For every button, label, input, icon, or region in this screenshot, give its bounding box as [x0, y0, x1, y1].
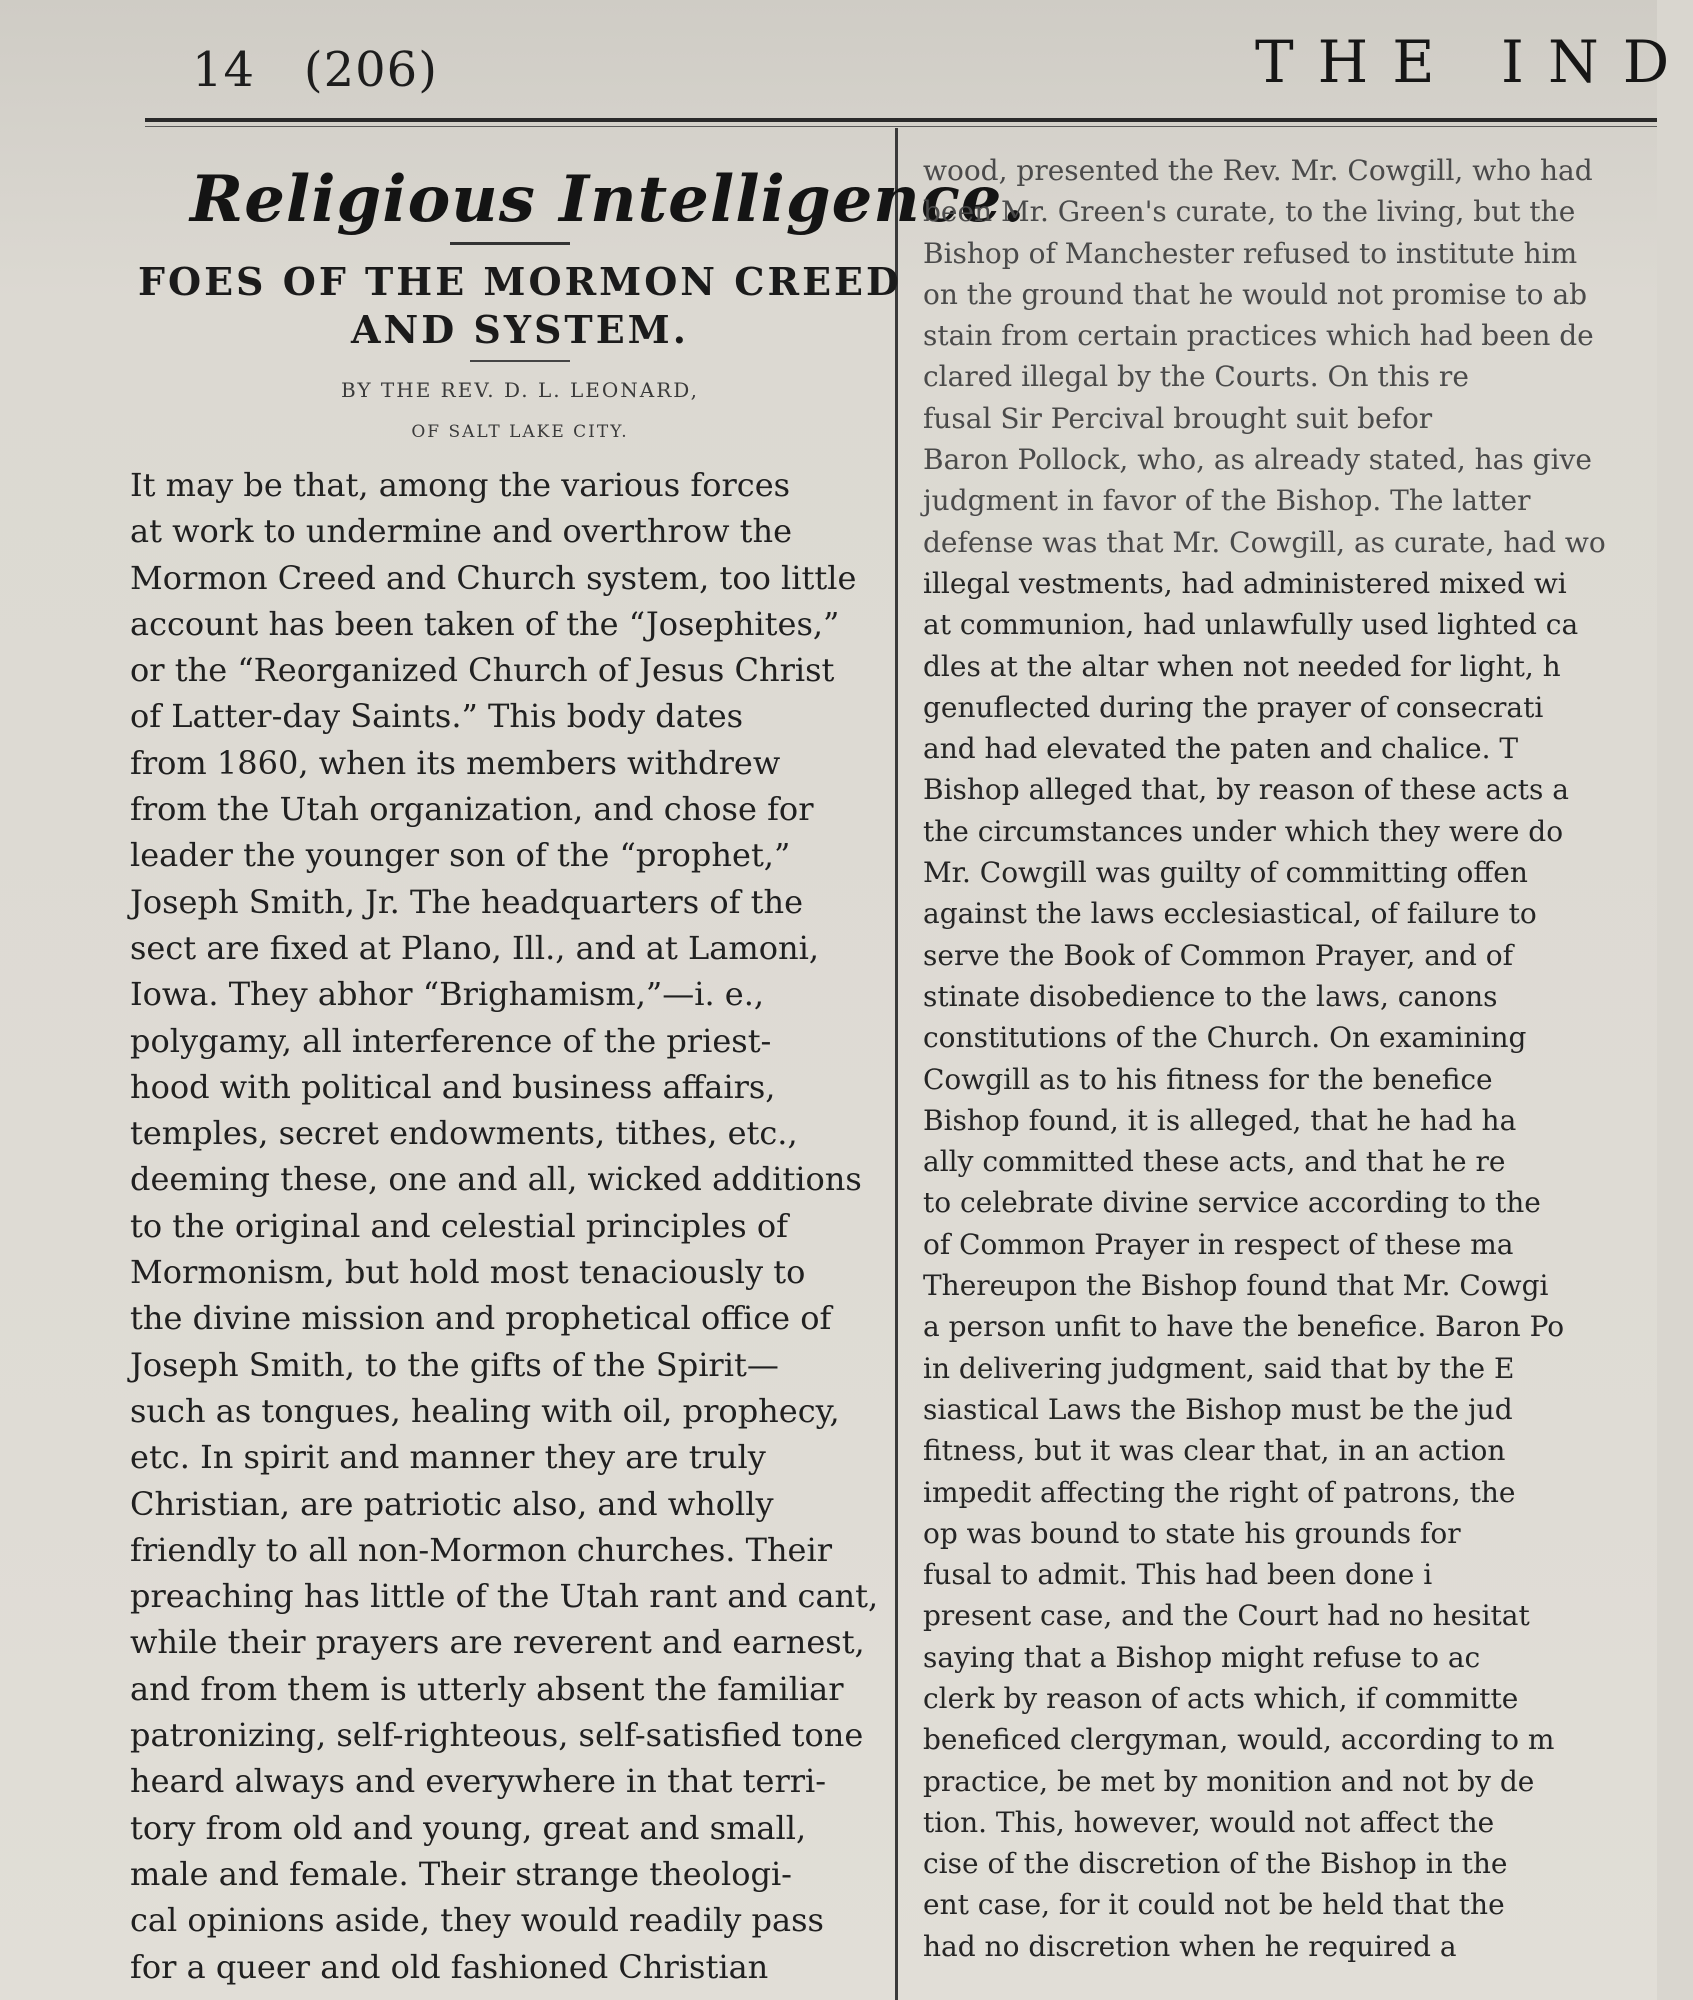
article-body-continued: [923, 150, 1683, 1967]
text-line: Baron Pollock, who, as already stated, has give: [923, 443, 1592, 477]
text-line: had no discretion when he required a: [923, 1929, 1457, 1963]
text-line: hood with political and business affairs,: [130, 1067, 776, 1106]
text-line: fitness, but it was clear that, in an action: [923, 1434, 1506, 1468]
text-line: leader the younger son of the “prophet,”: [130, 836, 791, 875]
text-line: siastical Laws the Bishop must be the jud: [923, 1392, 1513, 1426]
text-line: to the original and celestial principles of: [130, 1206, 788, 1245]
text-line: deeming these, one and all, wicked additions: [130, 1160, 862, 1199]
text-line: dles at the altar when not needed for light, h: [923, 649, 1561, 683]
text-line: Bishop of Manchester refused to institute him: [923, 236, 1578, 270]
text-line: constitutions of the Church. On examining: [923, 1021, 1527, 1055]
text-line: Joseph Smith, to the gifts of the Spirit—: [130, 1345, 779, 1384]
text-line: wood, presented the Rev. Mr. Cowgill, who had: [923, 154, 1593, 187]
text-line: at communion, had unlawfully used lighted ca: [923, 608, 1579, 642]
header-rule-thin: [145, 126, 1657, 127]
text-line: to celebrate divine service according to the: [923, 1186, 1541, 1220]
text-line: while their prayers are reverent and earnest,: [130, 1623, 865, 1662]
article-title-line-1: FOES OF THE MORMON CREED: [138, 259, 902, 304]
text-line: tory from old and young, great and small,: [130, 1808, 807, 1847]
text-line: ally committed these acts, and that he re: [923, 1145, 1506, 1179]
text-line: preaching has little of the Utah rant and cant,: [130, 1577, 879, 1616]
text-line: stain from certain practices which had been de: [923, 319, 1594, 353]
text-line: and had elevated the paten and chalice. T: [923, 732, 1519, 766]
text-line: etc. In spirit and manner they are truly: [130, 1438, 766, 1477]
text-line: and from them is utterly absent the familiar: [130, 1669, 844, 1708]
text-line: for a queer and old fashioned Christian: [130, 1947, 769, 1986]
page-number-secondary: (206): [303, 42, 438, 98]
article-body: [130, 462, 900, 1990]
article-title-line-2: AND SYSTEM.: [351, 307, 689, 352]
text-line: clared illegal by the Courts. On this re: [923, 360, 1469, 394]
text-line: such as tongues, healing with oil, prophecy,: [130, 1391, 840, 1430]
byline: BY THE REV. D. L. LEONARD,: [341, 378, 699, 402]
text-line: saying that a Bishop might refuse to ac: [923, 1640, 1481, 1674]
text-line: illegal vestments, had administered mixed wi: [923, 566, 1567, 600]
left-column: [130, 150, 1026, 2000]
text-line: on the ground that he would not promise to ab: [923, 277, 1588, 311]
text-line: polygamy, all interference of the priest-: [130, 1021, 772, 1060]
text-line: present case, and the Court had no hesitat: [923, 1599, 1530, 1633]
text-line: judgment in favor of the Bishop. The latter: [923, 484, 1531, 518]
subtitle-rule: [470, 360, 570, 362]
masthead-title: THE IND: [1255, 28, 1693, 96]
page-header: [0, 0, 1693, 130]
text-line: genuflected during the prayer of consecrati: [923, 690, 1544, 724]
text-line: Iowa. They abhor “Brighamism,”—i. e.,: [130, 975, 765, 1014]
text-line: patronizing, self-righteous, self-satisfied tone: [130, 1716, 864, 1755]
text-line: friendly to all non-Mormon churches. Their: [130, 1530, 833, 1569]
text-line: sect are fixed at Plano, Ill., and at Lamoni,: [130, 928, 819, 967]
page-number-primary: 14: [192, 42, 256, 98]
text-line: Christian, are patriotic also, and wholly: [130, 1484, 774, 1523]
text-line: a person unfit to have the benefice. Baron Po: [923, 1310, 1565, 1344]
text-line: or the “Reorganized Church of Jesus Christ: [130, 651, 835, 690]
title-rule: [450, 242, 570, 245]
text-line: tion. This, however, would not affect the: [923, 1805, 1495, 1839]
text-line: from the Utah organization, and chose for: [130, 790, 814, 829]
section-title: Religious Intelligence.: [190, 162, 1026, 237]
text-line: op was bound to state his grounds for: [923, 1516, 1461, 1550]
text-line: temples, secret endowments, tithes, etc.,: [130, 1114, 798, 1153]
text-line: been Mr. Green's curate, to the living, but the: [923, 195, 1576, 229]
text-line: Bishop alleged that, by reason of these acts a: [923, 773, 1569, 807]
text-line: defense was that Mr. Cowgill, as curate, had wo: [923, 525, 1606, 559]
text-line: impedit affecting the right of patrons, the: [923, 1475, 1516, 1509]
text-line: beneficed clergyman, would, according to m: [923, 1723, 1555, 1757]
text-line: serve the Book of Common Prayer, and of: [923, 938, 1514, 972]
text-line: Mr. Cowgill was guilty of committing offen: [923, 856, 1528, 890]
text-line: Mormon Creed and Church system, too little: [130, 558, 857, 597]
text-line: practice, be met by monition and not by de: [923, 1764, 1535, 1798]
byline-place: OF SALT LAKE CITY.: [411, 422, 629, 442]
text-line: stinate disobedience to the laws, canons: [923, 979, 1498, 1013]
text-line: heard always and everywhere in that terri-: [130, 1762, 827, 1801]
text-line: at work to undermine and overthrow the: [130, 512, 793, 551]
article-title: [130, 258, 910, 354]
text-line: cise of the discretion of the Bishop in the: [923, 1847, 1508, 1881]
right-column: [915, 140, 1657, 2000]
text-line: in delivering judgment, said that by the E: [923, 1351, 1515, 1385]
text-line: male and female. Their strange theologi-: [130, 1854, 792, 1893]
text-line: account has been taken of the “Josephites,”: [130, 604, 840, 643]
text-line: the circumstances under which they were do: [923, 814, 1564, 848]
text-line: It may be that, among the various forces: [130, 466, 791, 504]
text-line: Joseph Smith, Jr. The headquarters of the: [130, 882, 803, 921]
text-line: of Latter-day Saints.” This body dates: [130, 697, 744, 736]
text-line: Mormonism, but hold most tenaciously to: [130, 1253, 806, 1292]
text-line: the divine mission and prophetical office of: [130, 1299, 832, 1338]
text-line: from 1860, when its members withdrew: [130, 743, 781, 782]
text-line: clerk by reason of acts which, if committe: [923, 1681, 1519, 1715]
text-line: cal opinions aside, they would readily pass: [130, 1901, 824, 1940]
page-number: [192, 42, 438, 98]
text-line: Thereupon the Bishop found that Mr. Cowgi: [923, 1269, 1549, 1303]
text-line: Bishop found, it is alleged, that he had ha: [923, 1103, 1517, 1137]
text-line: Cowgill as to his fitness for the benefice: [923, 1062, 1493, 1096]
text-line: of Common Prayer in respect of these ma: [923, 1227, 1514, 1261]
header-rule: [145, 118, 1657, 122]
text-line: fusal Sir Percival brought suit befor: [923, 401, 1433, 435]
text-line: ent case, for it could not be held that the: [923, 1888, 1505, 1922]
text-line: fusal to admit. This had been done i: [923, 1558, 1433, 1592]
text-line: against the laws ecclesiastical, of failure to: [923, 897, 1537, 931]
